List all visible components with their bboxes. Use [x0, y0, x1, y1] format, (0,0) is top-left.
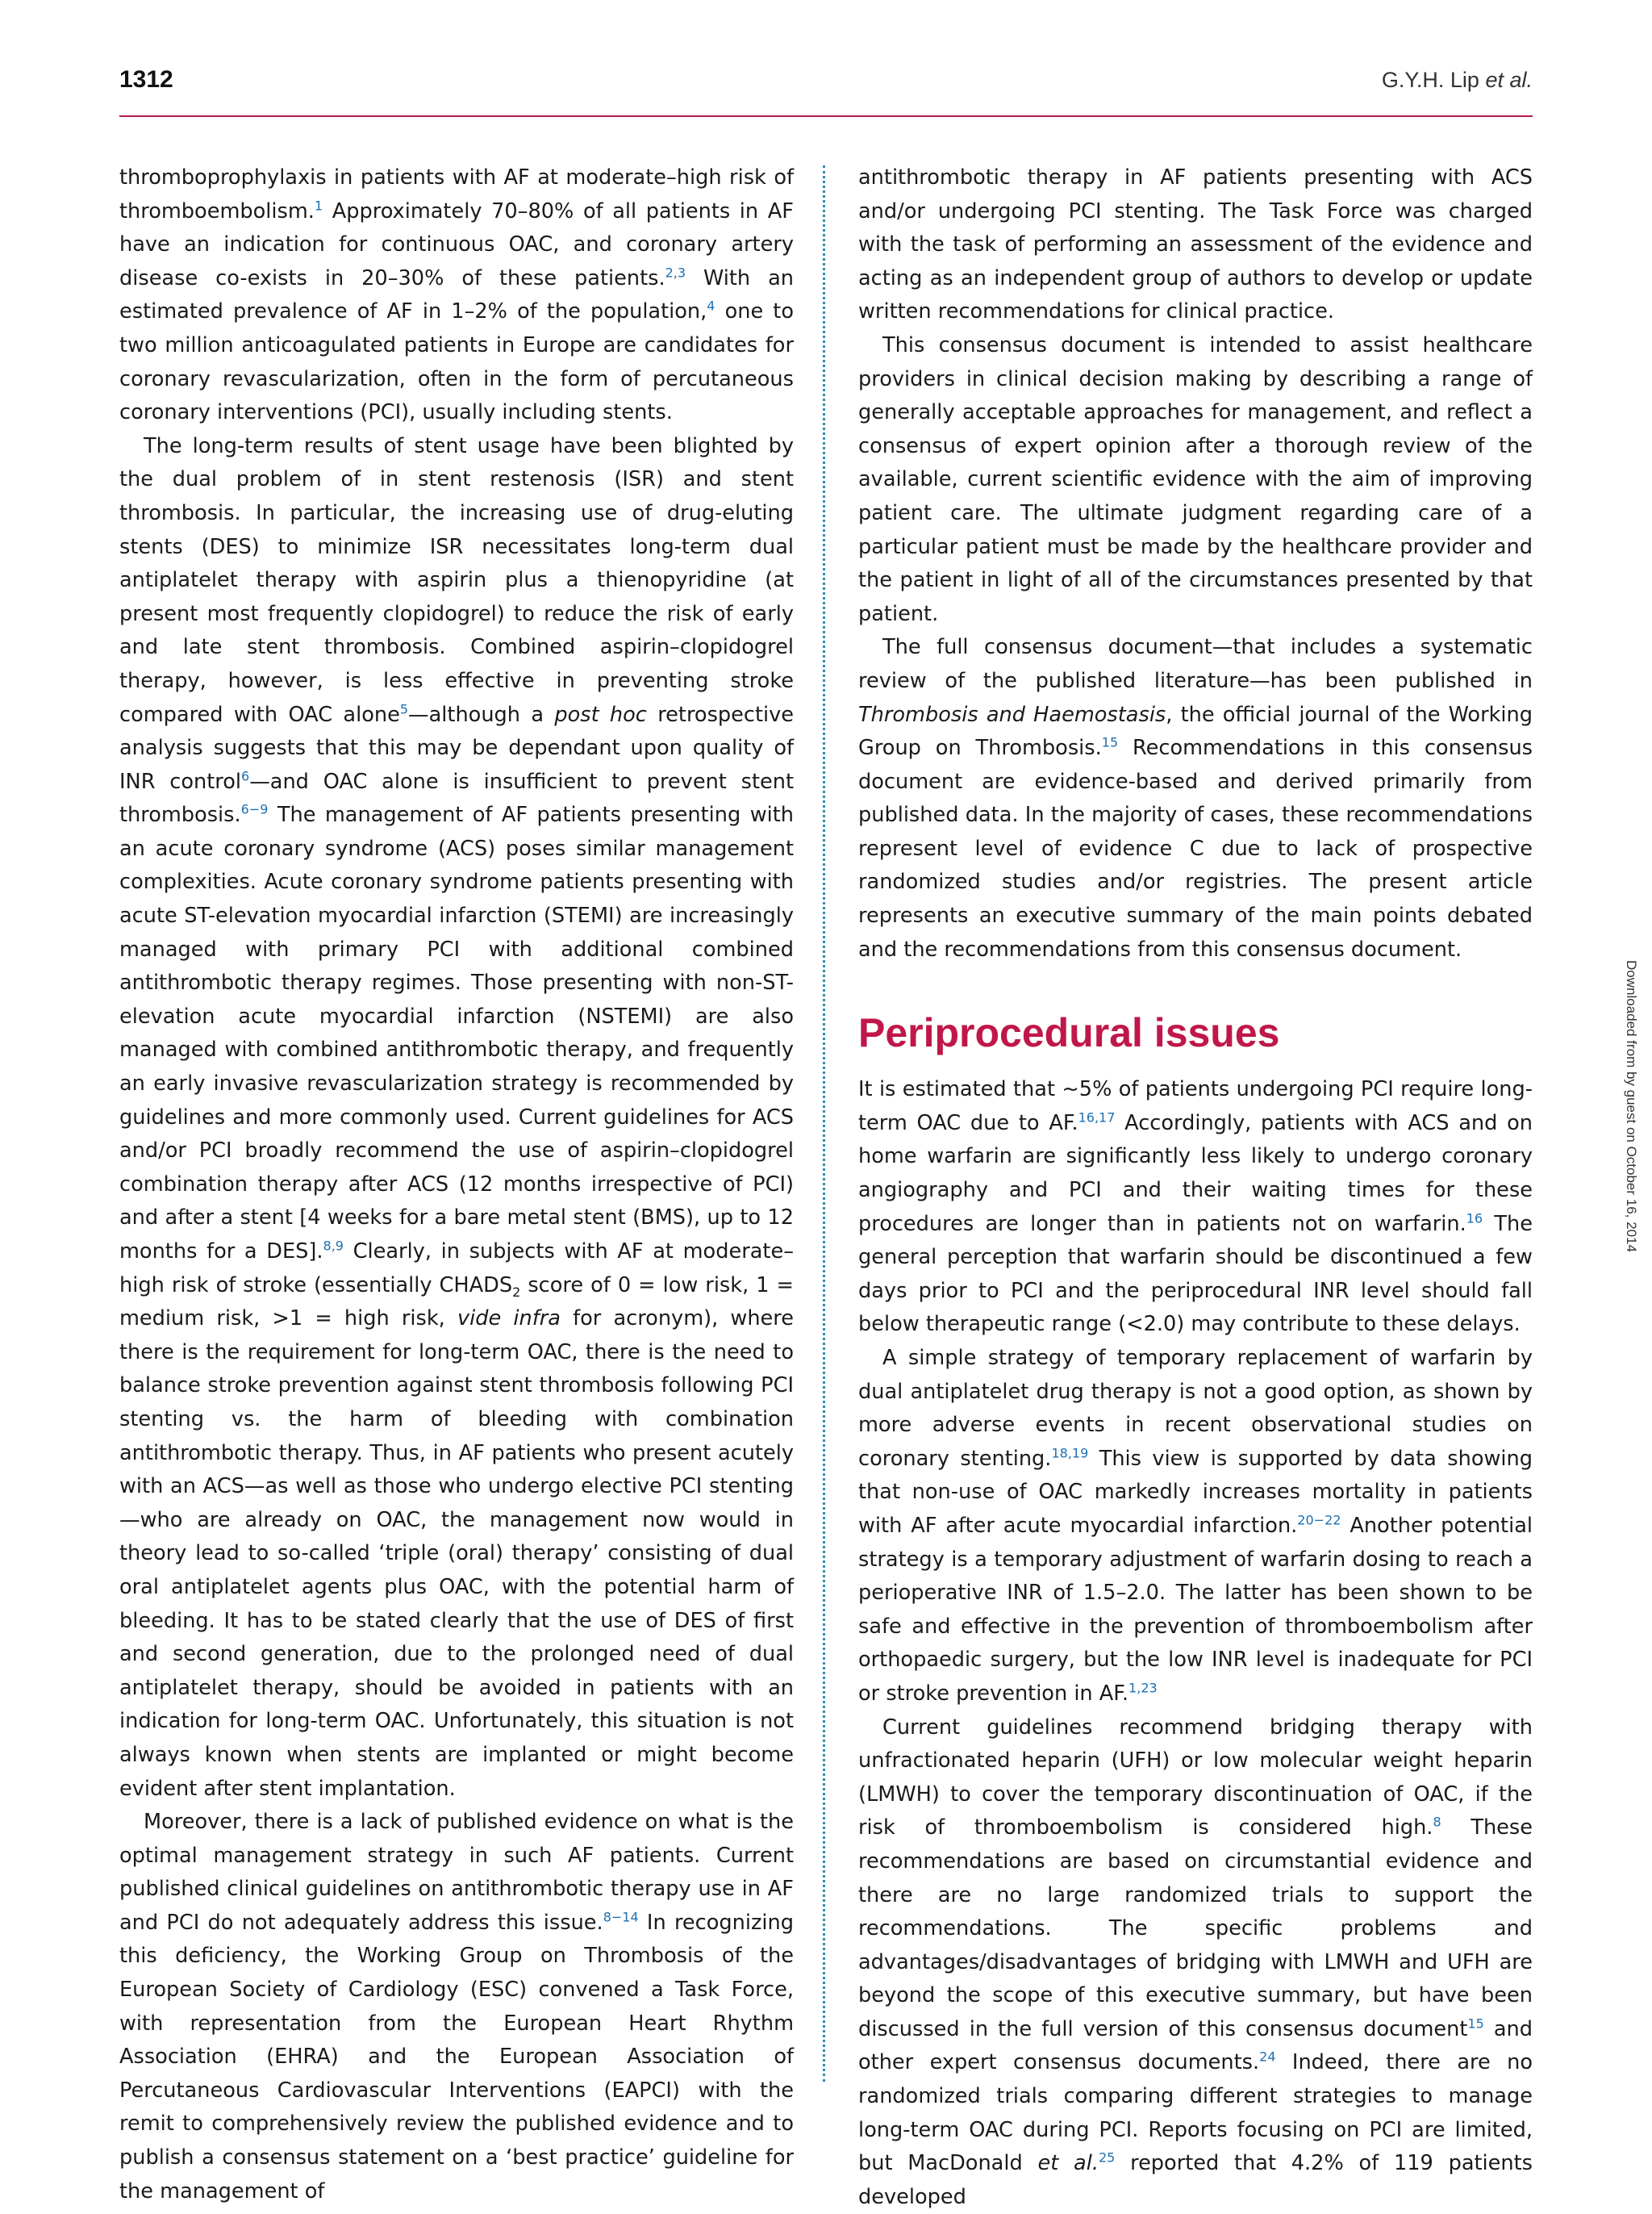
- citation[interactable]: 6: [241, 768, 250, 784]
- left-column: [119, 161, 794, 2208]
- running-head: [1382, 68, 1533, 93]
- paragraph: Moreover, there is a lack of published evidence on what is the optimal management strategy in such AF patients. Current published clinical guidelines on antithrombotic therapy use in AF and PCI do not adequately address this issue.$^{8-14}$ In recognizing this deficiency, the Working Group on Thrombosis of the European Society of Cardiology (ESC) convened a Task Force, with representation from the European Heart Rhythm Association (EHRA) and the European Association of Percutaneous Cardiovascular Interventions (EAPCI) with the remit to comprehensively review the published evidence and to publish a consensus statement on a ‘best practice’ guideline for the management of: [119, 1810, 794, 2204]
- citation[interactable]: 8−14: [603, 1909, 639, 1925]
- citation[interactable]: 5: [399, 700, 409, 716]
- paragraph: A simple strategy of temporary replacement of warfarin by dual antiplatelet drug therapy is not a good option, as shown by more adverse events in recent observational studies on coronary stenting.$^{18,19}$ This view is supported by data showing that non-use of OAC markedly increases mortality in patients with AF after acute myocardial infarction.$^{20-22}$ Another potential strategy is a temporary adjustment of warfarin dosing to reach a perioperative INR of 1.5–2.0. The latter has been shown to be safe and effective in the prevention of thromboembolism after orthopaedic surgery, but the low INR level is inadequate for PCI or stroke prevention in AF.$^{1,23}$: [858, 1346, 1533, 1706]
- paragraph: Current guidelines recommend bridging therapy with unfractionated heparin (UFH) or low molecular weight heparin (LMWH) to cover the temporary discontinuation of OAC, if the risk of thromboembolism is considered high.$^8$ These recommendations are based on circumstantial evidence and there are no large randomized trials to support the recommendations. The specific problems and advantages/disadvantages of bridging with LMWH and UFH are beyond the scope of this executive summary, but have been discussed in the full version of this consensus document$^{15}$ and other expert consensus documents.$^{24}$ Indeed, there are no randomized trials comparing different strategies to manage long-term OAC during PCI. Reports focusing on PCI are limited, but MacDonald et al.$^{25}$ reported that 4.2% of 119 patients developed: [858, 1715, 1533, 2209]
- citation[interactable]: 8: [1433, 1814, 1441, 1830]
- right-column: [858, 161, 1533, 2214]
- citation[interactable]: 2,3: [665, 265, 686, 281]
- citation[interactable]: 16: [1466, 1210, 1483, 1226]
- citation[interactable]: 1: [314, 198, 323, 213]
- paragraph: The full consensus document—that includes a systematic review of the published literature—has been published in Thrombosis and Haemostasis, the official journal of the Working Group on Thrombosis.$^{15}$ Recommendations in this consensus document are evidence-based and derived primarily from published data. In the majority of cases, these recommendations represent level of evidence C due to lack of prospective randomized studies and/or registries. The present article represents an executive summary of the main points debated and the recommendations from this consensus document.: [858, 635, 1533, 962]
- column-divider: [823, 165, 825, 2082]
- citation[interactable]: 20−22: [1297, 1512, 1341, 1528]
- running-head-etal: et al.: [1485, 68, 1533, 92]
- page-number: 1312: [119, 66, 173, 93]
- citation[interactable]: 25: [1098, 2149, 1116, 2166]
- citation[interactable]: 8,9: [323, 1238, 344, 1254]
- page-header: [119, 66, 1533, 115]
- download-side-note: Downloaded from by guest on October 16, 2014: [1624, 960, 1639, 1252]
- citation[interactable]: 4: [707, 298, 715, 314]
- running-head-authors: G.Y.H. Lip: [1381, 68, 1479, 92]
- paragraph: It is estimated that ∼5% of patients undergoing PCI require long-term OAC due to AF.$^{16,17}$ Accordingly, patients with ACS and on home warfarin are significantly less likely to undergo coronary angiography and PCI and their waiting times for these procedures are longer than in patients not on warfarin.$^{16}$ The general perception that warfarin should be discontinued a few days prior to PCI and the periprocedural INR level should fall below therapeutic range (<2.0) may contribute to these delays.: [858, 1077, 1533, 1337]
- paragraph: antithrombotic therapy in AF patients presenting with ACS and/or undergoing PCI stenting. The Task Force was charged with the task of performing an assessment of the evidence and acting as an independent group of authors to develop or update written recommendations for clinical practice.: [858, 165, 1533, 324]
- paragraph: This consensus document is intended to assist healthcare providers in clinical decision making by describing a range of generally acceptable approaches for management, and reflect a consensus of expert opinion after a thorough review of the available, current scientific evidence with the aim of improving patient care. The ultimate judgment regarding care of a particular patient must be made by the healthcare provider and the patient in light of all of the circumstances presented by that patient.: [858, 332, 1533, 626]
- citation[interactable]: 18,19: [1051, 1445, 1089, 1461]
- citation[interactable]: 24: [1259, 2049, 1276, 2065]
- paragraph: The long-term results of stent usage have been blighted by the dual problem of in stent restenosis (ISR) and stent thrombosis. In particular, the increasing use of drug-eluting stents (DES) to minimize ISR necessitates long-term dual antiplatelet therapy with aspirin plus a thienopyridine (at present most frequently clopidogrel) to reduce the risk of early and late stent thrombosis. Combined aspirin–clopidogrel therapy, however, is less effective in preventing stroke compared with OAC alone$^5$—although a post hoc retrospective analysis suggests that this may be dependant upon quality of INR control$^6$—and OAC alone is insufficient to prevent stent thrombosis.$^{6-9}$ The management of AF patients presenting with an acute coronary syndrome (ACS) poses similar management complexities. Acute coronary syndrome patients presenting with acute ST-elevation myocardial infarction (STEMI) are increasingly managed with primary PCI with additional combined antithrombotic therapy regimes. Those presenting with non-ST-elevation acute myocardial infarction (NSTEMI) are also managed with combined antithrombotic therapy, and frequently an early invasive revascularization strategy is recommended by guidelines and more commonly used. Current guidelines for ACS and/or PCI broadly recommend the use of aspirin–clopidogrel combination therapy after ACS (12 months irrespective of PCI) and after a stent [4 weeks for a bare metal stent (BMS), up to 12 months for a DES].$^{8,9}$ Clearly, in subjects with AF at moderate–high risk of stroke (essentially $CHADS_2$ score of 0 = low risk, 1 = medium risk, >1 = high risk, vide infra for acronym), where there is the requirement for long-term OAC, there is the need to balance stroke prevention against stent thrombosis following PCI stenting vs. the harm of bleeding with combination antithrombotic therapy. Thus, in AF patients who present acutely with an ACS—as well as those who undergo elective PCI stenting—who are already on OAC, the management now would in theory lead to so-called ‘triple (oral) therapy’ consisting of dual oral antiplatelet agents plus OAC, with the potential harm of bleeding. It has to be stated clearly that the use of DES of first and second generation, due to the prolonged need of dual antiplatelet therapy, should be avoided in patients with an indication for long-term OAC. Unfortunately, this situation is not always known when stents are implanted or might become evident after stent implantation.: [119, 433, 795, 1801]
- citation[interactable]: 15: [1101, 734, 1119, 750]
- header-rule: [119, 115, 1533, 117]
- citation[interactable]: 6−9: [240, 801, 269, 817]
- paragraph: thromboprophylaxis in patients with AF at moderate–high risk of thromboembolism.$^1$ Approximately 70–80% of all patients in AF have an indication for continuous OAC, and coronary artery disease co-exists in 20–30% of these patients.$^{2,3}$ With an estimated prevalence of AF in 1–2% of the population,$^4$ one to two million anticoagulated patients in Europe are candidates for coronary revascularization, often in the form of percutaneous coronary interventions (PCI), usually including stents.: [119, 165, 794, 425]
- citation[interactable]: 16,17: [1078, 1109, 1116, 1126]
- citation[interactable]: 15: [1467, 2016, 1484, 2032]
- section-heading: Periprocedural issues: [858, 1010, 1280, 1056]
- citation[interactable]: 1,23: [1128, 1680, 1158, 1696]
